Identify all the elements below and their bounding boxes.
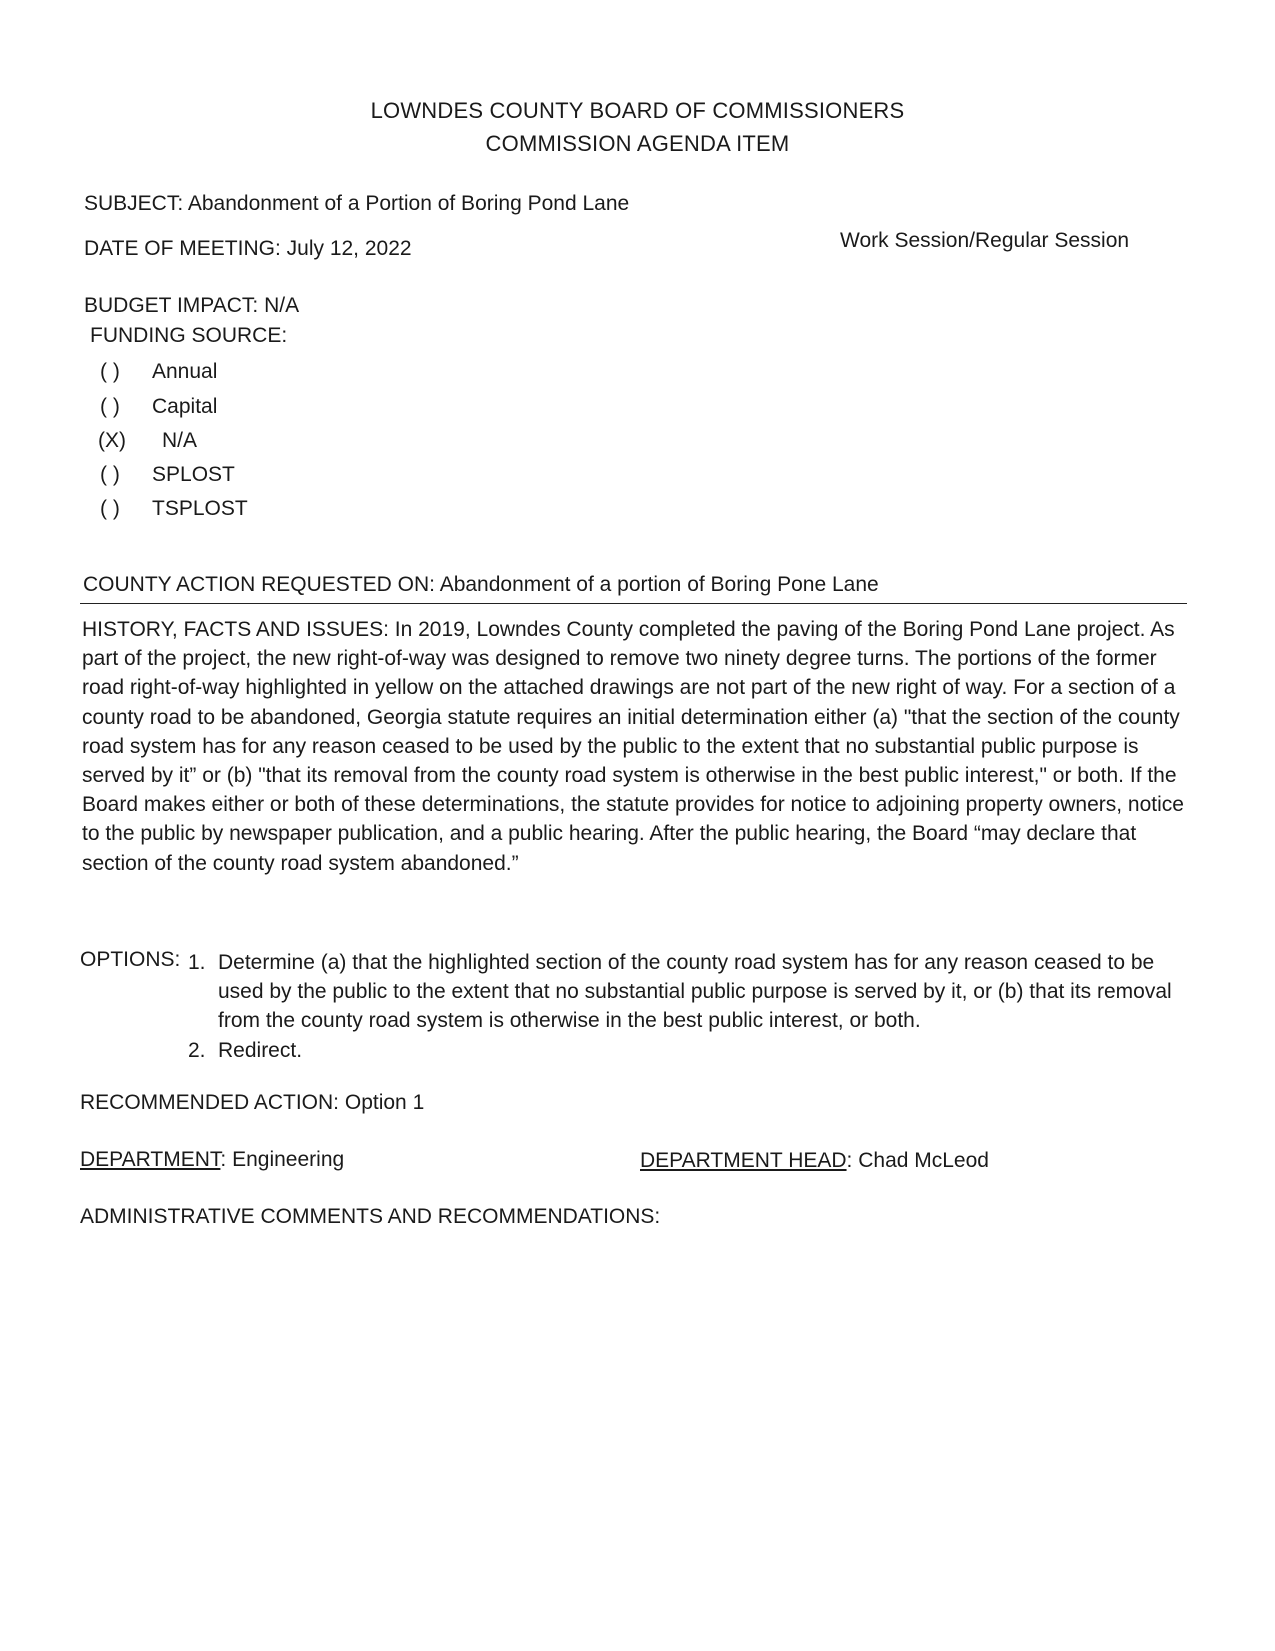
department-label: DEPARTMENT	[80, 1148, 221, 1171]
funding-checkbox: ( )	[100, 497, 120, 520]
funding-checkbox: ( )	[100, 360, 120, 383]
department-value: Engineering	[232, 1148, 345, 1171]
admin-comments-label: ADMINISTRATIVE COMMENTS AND RECOMMENDATIONS:	[80, 1205, 661, 1228]
option-item-2	[188, 1036, 1193, 1065]
subject-label: SUBJECT:	[84, 192, 184, 215]
meeting-date-line	[84, 237, 412, 261]
header-subtitle: COMMISSION AGENDA ITEM	[485, 131, 790, 156]
option-text: Determine (a) that the highlighted section of the county road system has for any reason ceased to be used by the public to the extent that no substantial public purpose is served by it, or (b) that its removal from the county road system is otherwise in the best public interest, or both.	[218, 951, 1172, 1033]
history-label: HISTORY, FACTS AND ISSUES:	[82, 618, 389, 641]
action-requested-value: Abandonment of a portion of Boring Pone Lane	[439, 573, 879, 596]
header-title: LOWNDES COUNTY BOARD OF COMMISSIONERS	[370, 98, 905, 123]
meeting-date-label: DATE OF MEETING:	[84, 237, 281, 260]
options-list	[188, 948, 1193, 1065]
option-item-1	[188, 948, 1193, 1036]
option-number: 1.	[188, 951, 206, 974]
option-text: Redirect.	[218, 1038, 303, 1062]
history-paragraph	[82, 615, 1197, 878]
subject-line	[84, 192, 629, 216]
department-head-label: DEPARTMENT HEAD	[640, 1149, 847, 1172]
budget-impact-label: BUDGET IMPACT:	[84, 294, 259, 317]
funding-option-label: Capital	[152, 395, 218, 418]
action-requested-label: COUNTY ACTION REQUESTED ON:	[83, 573, 435, 596]
funding-option-label: TSPLOST	[152, 497, 248, 520]
funding-option-label: Annual	[152, 360, 218, 383]
recommended-action-line	[80, 1091, 424, 1115]
recommended-action-value: Option 1	[344, 1091, 425, 1114]
session-type: Work Session/Regular Session	[840, 229, 1130, 252]
budget-impact-value: N/A	[264, 294, 300, 317]
recommended-action-label: RECOMMENDED ACTION:	[80, 1091, 340, 1114]
funding-source-label: FUNDING SOURCE:	[90, 324, 288, 347]
history-text: In 2019, Lowndes County completed the paving of the Boring Pond Lane project. As part of the project, the new right-of-way was designed to remove two ninety degree turns. The portions of the former road right-of-way highlighted in yellow on the attached drawings are not part of the new right of way. For a section of a county road to be abandoned, Georgia statute requires an initial determination either (a) "that the section of the county road system has for any reason ceased to be used by the public to the extent that no substantial public purpose is served by it” or (b) "that its removal from the county road system is otherwise in the best public interest," or both. If the Board makes either or both of these determinations, the statute provides for notice to adjoining property owners, notice to the public by newspaper publication, and a public hearing. After the public hearing, the Board “may declare that section of the county road system abandoned.”	[82, 618, 1184, 875]
options-label: OPTIONS:	[80, 948, 181, 971]
meeting-date-value: July 12, 2022	[286, 237, 412, 260]
section-divider	[80, 603, 1187, 604]
funding-checkbox: ( )	[100, 395, 120, 418]
funding-checkbox: (X)	[98, 429, 126, 452]
option-number: 2.	[188, 1038, 206, 1062]
action-requested-line	[83, 573, 879, 597]
budget-impact-line	[84, 294, 299, 318]
department-head-line: DEPARTMENT HEAD: Chad McLeod	[640, 1149, 989, 1172]
department-line: DEPARTMENT: Engineering	[80, 1148, 345, 1171]
funding-option-label: N/A	[162, 429, 198, 452]
subject-value: Abandonment of a Portion of Boring Pond Lane	[187, 192, 630, 215]
funding-option-label: SPLOST	[152, 463, 235, 486]
department-head-value: Chad McLeod	[858, 1149, 989, 1172]
funding-checkbox: ( )	[100, 463, 120, 486]
